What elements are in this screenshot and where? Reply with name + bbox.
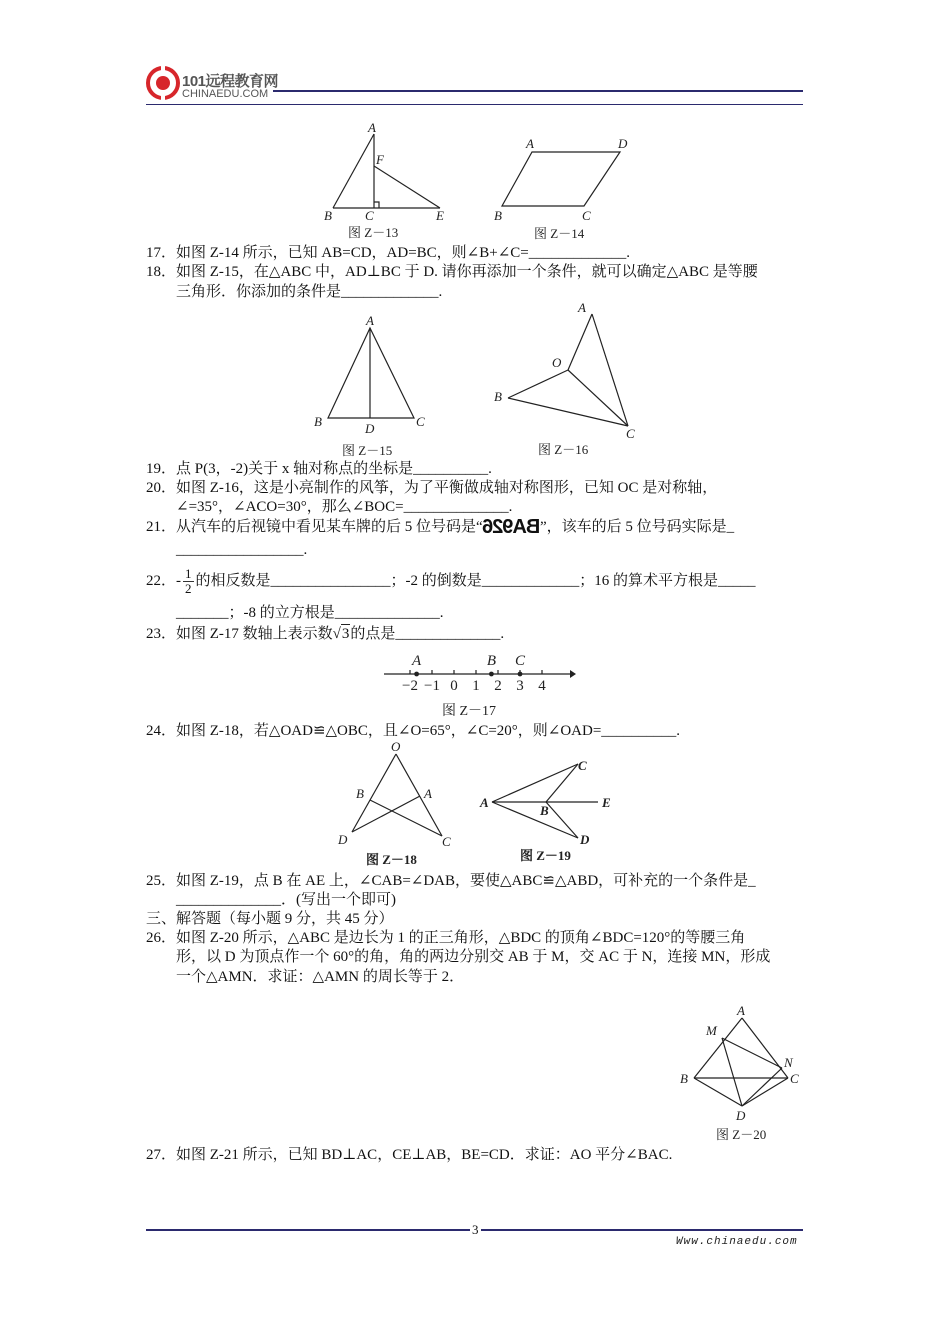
label-e: E	[602, 795, 611, 810]
label-d: D	[736, 1108, 746, 1123]
label-c: C	[582, 208, 591, 223]
figure-z17	[380, 648, 580, 718]
label-a: A	[737, 1003, 745, 1018]
figure-z16	[488, 298, 658, 460]
label-d: D	[365, 421, 375, 436]
label-a: A	[480, 795, 489, 810]
tick-label: −1	[424, 678, 440, 694]
label-c: C	[365, 208, 374, 223]
question-26-line2: 形，以 D 为顶点作一个 60°的角，角的两边分别交 AB 于 M，交 AC 于 N，连接 MN，形成	[176, 949, 771, 965]
tick-label: −2	[402, 678, 418, 694]
question-27: 27．如图 Z-21 所示，已知 BD⊥AC，CE⊥AB，BE=CD．求证：AO 平分∠BAC.	[146, 1147, 673, 1163]
tick-label: 0	[450, 678, 458, 694]
question-21-suffix: ”，该车的后 5 位号码实际是_	[539, 519, 735, 535]
point-c	[518, 672, 523, 677]
label-c: C	[626, 426, 635, 441]
label-b: B	[314, 414, 322, 429]
question-19: 19．点 P(3，-2)关于 x 轴对称点的坐标是__________.	[146, 461, 492, 477]
label-b: B	[494, 389, 502, 404]
figure-caption: 图 Z－18	[366, 852, 417, 867]
label-b: B	[494, 208, 502, 223]
figure-z18	[330, 740, 460, 868]
figure-caption: 图 Z－16	[538, 442, 589, 457]
sqrt-radicand: 3	[341, 626, 350, 642]
figure-caption: 图 Z－13	[348, 225, 399, 240]
label-b: B	[324, 208, 332, 223]
figure-caption: 图 Z－15	[342, 443, 393, 458]
label-d: D	[618, 136, 628, 151]
point-label-c: C	[514, 653, 526, 669]
page-number: 3	[472, 1222, 479, 1237]
label-n: N	[784, 1055, 793, 1070]
label-m: M	[706, 1023, 717, 1038]
question-21-prefix: 21．从汽车的后视镜中看见某车牌的后 5 位号码是“	[146, 519, 483, 535]
label-a: A	[368, 120, 376, 135]
label-o: O	[391, 739, 401, 754]
question-21-line1	[146, 518, 734, 537]
logo-text: 101远程教育网	[182, 73, 279, 90]
label-c: C	[790, 1071, 799, 1086]
figure-z15	[308, 312, 438, 460]
tick-label: 2	[494, 678, 502, 694]
figure-caption: 图 Z－20	[716, 1127, 767, 1142]
question-18-line1: 18．如图 Z-15，在△ABC 中，AD⊥BC 于 D. 请你再添加一个条件，就可以确定△ABC 是等腰	[146, 264, 758, 280]
point-label-a: A	[412, 653, 422, 669]
label-o: O	[552, 355, 562, 370]
tick-label: 4	[538, 678, 546, 694]
label-c: C	[416, 414, 425, 429]
logo-icon	[146, 66, 180, 100]
question-22-line1	[146, 566, 756, 596]
label-c: C	[578, 758, 587, 773]
figure-z20	[676, 1003, 806, 1148]
question-26-line3: 一个△AMN．求证：△AMN 的周长等于 2．	[176, 969, 465, 985]
label-d: D	[580, 832, 590, 847]
footer-url: Www.chinaedu.com	[676, 1236, 798, 1248]
label-a: A	[578, 300, 586, 315]
question-23	[146, 624, 504, 644]
label-d: D	[338, 832, 348, 847]
point-b	[489, 672, 494, 677]
question-20-line1: 20．如图 Z-16，这是小亮制作的风筝，为了平衡做成轴对称图形，已知 OC 是对称轴，	[146, 480, 718, 496]
question-24: 24．如图 Z-18，若△OAD≌△OBC，且∠O=65°，∠C=20°，则∠OAD=__________.	[146, 723, 681, 739]
fraction-one-half	[183, 567, 194, 596]
section-3-heading: 三、解答题（每小题 9 分，共 45 分）	[146, 911, 394, 927]
logo-subtext: CHINAEDU.COM	[182, 88, 269, 100]
header-rule-thin	[146, 104, 803, 105]
header	[0, 0, 950, 110]
question-20-line2: ∠=35°，∠ACO=30°，那么∠BOC=______________.	[176, 499, 513, 515]
axis-arrow	[570, 670, 576, 678]
label-e: E	[436, 208, 444, 223]
point-label-b: B	[486, 653, 496, 669]
tick-label: 3	[516, 678, 524, 694]
sqrt-sign: √	[332, 626, 341, 642]
question-17: 17．如图 Z-14 所示，已知 AB=CD，AD=BC，则∠B+∠C=_____________.	[146, 245, 630, 261]
question-23-prefix: 23．如图 Z-17 数轴上表示数	[146, 626, 333, 642]
tick-label: 1	[472, 678, 480, 694]
header-rule	[273, 90, 803, 92]
label-a: A	[366, 313, 374, 328]
label-b: B	[680, 1071, 688, 1086]
figure-caption: 图 Z－19	[520, 848, 571, 863]
question-22-line2: _______；-8 的立方根是______________.	[176, 605, 444, 621]
label-b: B	[356, 786, 364, 801]
question-18-line2: 三角形．你添加的条件是_____________.	[176, 284, 443, 300]
label-a: A	[526, 136, 534, 151]
figure-z13	[318, 122, 458, 242]
question-26-line1: 26．如图 Z-20 所示，△ABC 是边长为 1 的正三角形，△BDC 的顶角∠BDC=120°的等腰三角	[146, 930, 746, 946]
label-f: F	[376, 152, 384, 167]
figure-z14	[488, 136, 648, 242]
figure-caption: 图 Z－17	[442, 704, 497, 719]
label-c: C	[442, 834, 451, 849]
figure-z19	[478, 752, 628, 868]
question-25-line2: ______________．(写出一个即可)	[176, 892, 396, 908]
mirrored-plate: BA926	[482, 516, 540, 538]
fraction-numerator: 1	[185, 566, 192, 582]
label-b: B	[540, 803, 549, 818]
question-22-suffix: 的相反数是________________；-2 的倒数是_____________；16 的算术平方根是_____	[195, 573, 756, 589]
question-23-suffix: 的点是______________.	[350, 626, 505, 642]
fraction-denominator: 2	[185, 581, 192, 597]
question-22-prefix: 22．-	[146, 573, 181, 589]
label-a: A	[424, 786, 432, 801]
question-21-line2: _________________.	[176, 542, 308, 558]
question-25-line1: 25．如图 Z-19，点 B 在 AE 上，∠CAB=∠DAB，要使△ABC≌△ABD，可补充的一个条件是_	[146, 873, 756, 889]
figure-caption: 图 Z－14	[534, 226, 585, 241]
point-a	[414, 672, 419, 677]
